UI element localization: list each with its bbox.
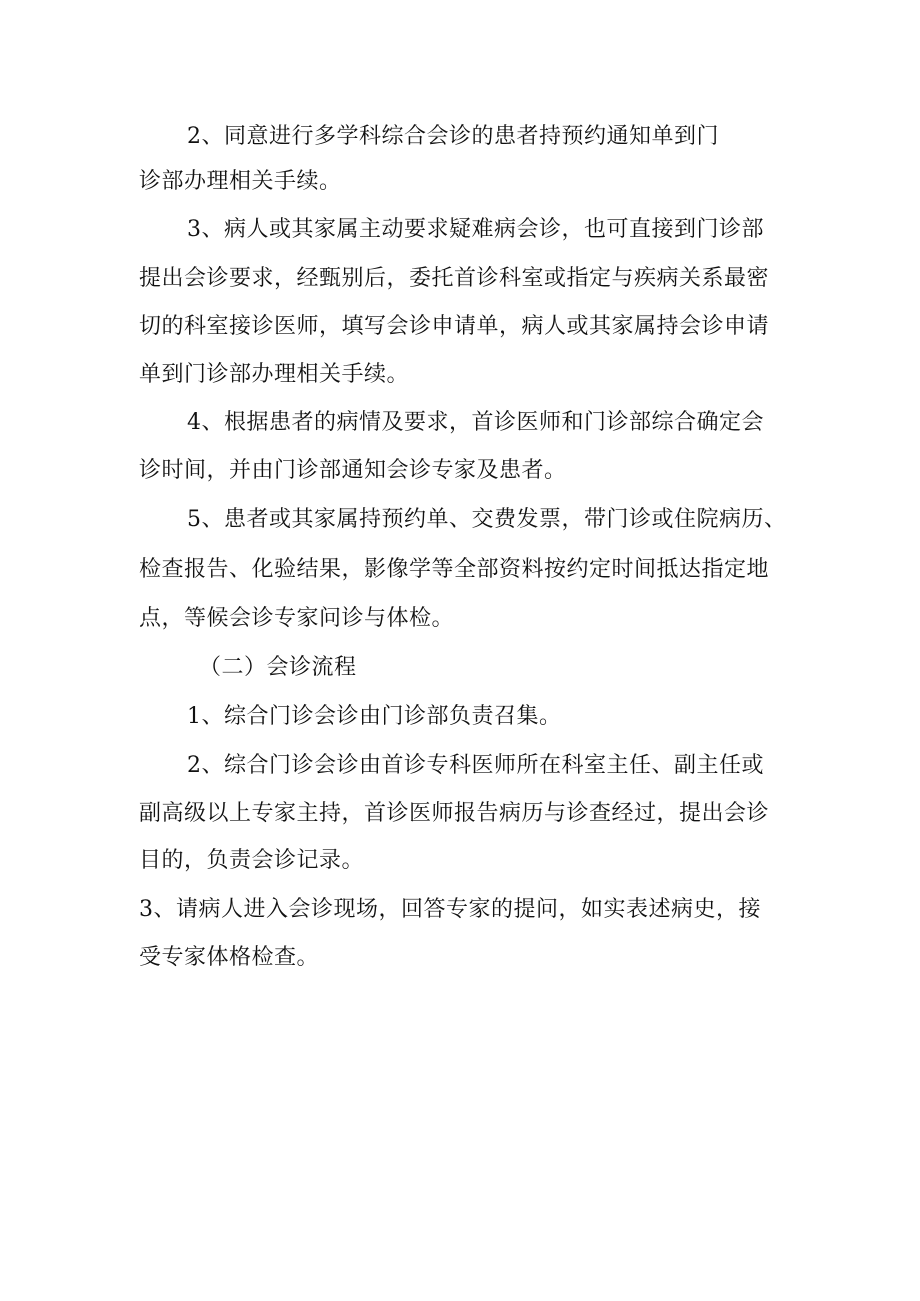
paragraph-2-line-1: 2、同意进行多学科综合会诊的患者持预约通知单到门 — [187, 124, 719, 149]
paragraph-4-line-2: 诊时间，并由门诊部通知会诊专家及患者。 — [139, 458, 567, 483]
paragraph-3-line-1: 3、病人或其家属主动要求疑难病会诊，也可直接到门诊部 — [187, 217, 764, 242]
paragraph-2-line-2: 诊部办理相关手续。 — [139, 169, 342, 194]
paragraph-5-line-2: 检查报告、化验结果，影像学等全部资料按约定时间抵达指定地 — [139, 557, 770, 582]
paragraph-5-line-1: 5、患者或其家属持预约单、交费发票，带门诊或住院病历、 — [187, 507, 787, 532]
flow-item-1: 1、综合门诊会诊由门诊部负责召集。 — [187, 704, 562, 729]
flow-item-2-line-1: 2、综合门诊会诊由首诊专科医师所在科室主任、副主任或 — [187, 753, 764, 778]
paragraph-3-line-4: 单到门诊部办理相关手续。 — [139, 362, 410, 387]
paragraph-4-line-1: 4、根据患者的病情及要求，首诊医师和门诊部综合确定会 — [187, 410, 764, 435]
flow-item-2-line-2: 副高级以上专家主持，首诊医师报告病历与诊查经过，提出会诊 — [139, 801, 770, 826]
flow-item-2-line-3: 目的，负责会诊记录。 — [139, 848, 365, 873]
paragraph-5-line-3: 点，等候会诊专家问诊与体检。 — [139, 606, 455, 631]
paragraph-3-line-2: 提出会诊要求，经甄别后，委托首诊科室或指定与疾病关系最密 — [139, 266, 770, 291]
paragraph-3-line-3: 切的科室接诊医师，填写会诊申请单，病人或其家属持会诊申请 — [139, 314, 770, 339]
section-heading: （二）会诊流程 — [199, 655, 357, 680]
flow-item-3-line-1: 3、请病人进入会诊现场，回答专家的提问，如实表述病史，接 — [139, 897, 761, 922]
flow-item-3-line-2: 受专家体格检查。 — [139, 945, 320, 970]
